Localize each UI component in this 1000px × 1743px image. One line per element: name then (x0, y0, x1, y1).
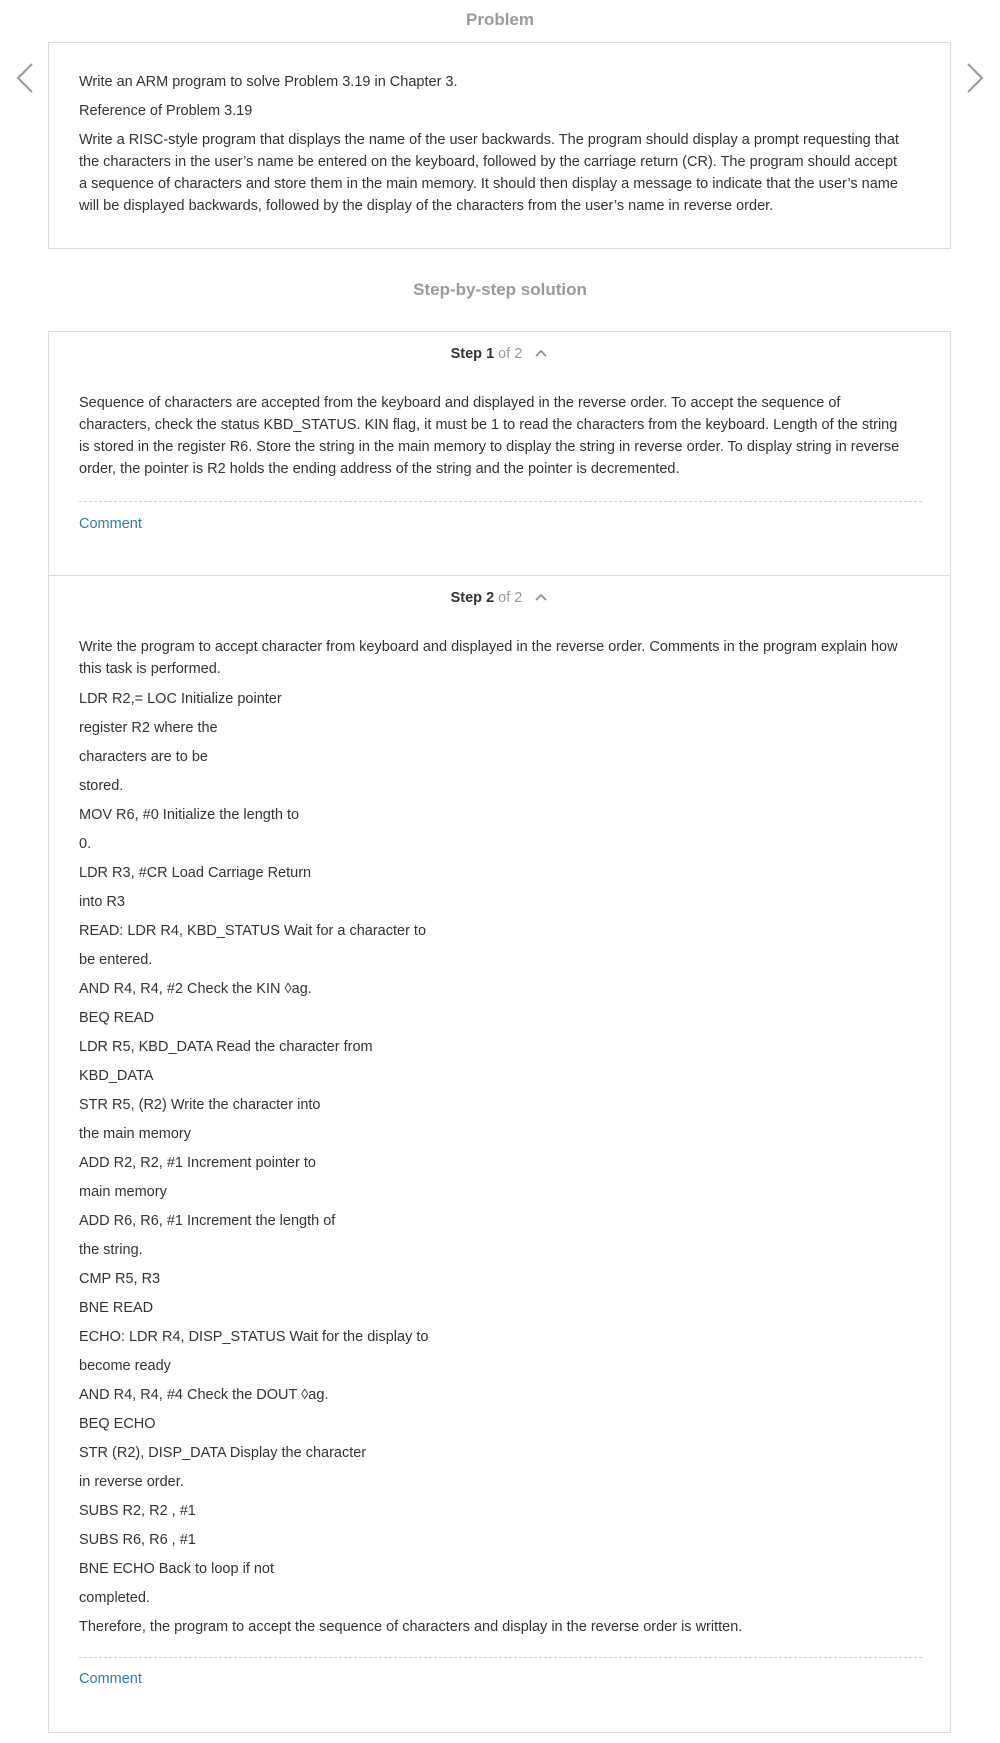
program-code (79, 688, 909, 1616)
code-line: into R3 (79, 894, 125, 910)
code-line: register R2 where the (79, 720, 218, 736)
code-line: main memory (79, 1184, 167, 1200)
code-line: AND R4, R4, #2 Check the KIN ◊ag. (79, 981, 312, 997)
code-line: in reverse order. (79, 1474, 184, 1490)
step-1-label: Step 1 (450, 346, 495, 362)
code-line: be entered. (79, 952, 153, 968)
code-line: SUBS R2, R2 , #1 (79, 1503, 196, 1519)
collapse-caret-icon[interactable] (534, 588, 548, 608)
step-2-card (48, 575, 951, 1733)
step-2-header (49, 588, 950, 608)
collapse-caret-icon[interactable] (534, 344, 548, 364)
prev-button[interactable] (12, 60, 40, 96)
code-line: BNE ECHO Back to loop if not (79, 1561, 275, 1577)
step-2-divider (79, 1657, 922, 1658)
code-line: MOV R6, #0 Initialize the length to (79, 807, 300, 823)
code-line: LDR R2,= LOC Initialize pointer (79, 691, 282, 707)
solution-title: Step-by-step solution (413, 280, 587, 299)
problem-statement: Write an ARM program to solve Problem 3.19 in Chapter 3. (79, 74, 458, 90)
step-1-text: Sequence of characters are accepted from the keyboard and displayed in the reverse order. To accept the sequence of characters, check the status KBD_STATUS. KIN flag, it must be 1 to read the characters from the keyboard. Length of the string is stored in the register R6. Store the string in the main memory to display the string in reverse order. To display string in reverse order, the pointer is R2 holds the ending address of the string and the pointer is decremented. (79, 395, 900, 477)
code-line: STR R5, (R2) Write the character into (79, 1097, 321, 1113)
code-line: BEQ ECHO (79, 1416, 156, 1432)
code-line: completed. (79, 1590, 150, 1606)
step-1-header (49, 344, 950, 364)
chevron-left-icon (12, 60, 40, 96)
step-2-conclusion: Therefore, the program to accept the sequence of characters and display in the reverse order is written. (79, 1619, 743, 1635)
step-1-comment-link[interactable]: Comment (79, 516, 142, 532)
step-1-card (48, 331, 951, 576)
code-line: STR (R2), DISP_DATA Display the character (79, 1445, 367, 1461)
code-line: become ready (79, 1358, 171, 1374)
code-line: the string. (79, 1242, 143, 1258)
problem-reference: Reference of Problem 3.19 (79, 103, 253, 119)
code-line: AND R4, R4, #4 Check the DOUT ◊ag. (79, 1387, 329, 1403)
code-line: ADD R2, R2, #1 Increment pointer to (79, 1155, 316, 1171)
step-2-intro: Write the program to accept character from keyboard and displayed in the reverse order. Comments in the program explain how this task is performed. (79, 639, 898, 677)
chevron-right-icon (960, 60, 988, 96)
problem-card (48, 42, 951, 249)
code-line: BEQ READ (79, 1010, 154, 1026)
step-2-label: Step 2 (450, 590, 495, 606)
code-line: 0. (79, 836, 92, 852)
code-line: ADD R6, R6, #1 Increment the length of (79, 1213, 336, 1229)
problem-title: Problem (465, 10, 535, 29)
code-line: the main memory (79, 1126, 192, 1142)
code-line: BNE READ (79, 1300, 154, 1316)
code-line: CMP R5, R3 (79, 1271, 161, 1287)
code-line: characters are to be (79, 749, 208, 765)
code-line: stored. (79, 778, 124, 794)
code-line: LDR R5, KBD_DATA Read the character from (79, 1039, 373, 1055)
step-1-of: of 2 (498, 346, 523, 362)
code-line: SUBS R6, R6 , #1 (79, 1532, 196, 1548)
code-line: READ: LDR R4, KBD_STATUS Wait for a character to (79, 923, 427, 939)
code-line: ECHO: LDR R4, DISP_STATUS Wait for the display to (79, 1329, 429, 1345)
next-button[interactable] (960, 60, 988, 96)
step-2-of: of 2 (498, 590, 523, 606)
problem-description: Write a RISC-style program that displays the name of the user backwards. The program should display a prompt requesting that the characters in the user’s name be entered on the keyboard, followed by the carriage return (CR). The program should accept a sequence of characters and store them in the main memory. It should then display a message to indicate that the user’s name will be displayed backwards, followed by the display of the characters from the user’s name in reverse order. (79, 132, 899, 214)
step-2-comment-link[interactable]: Comment (79, 1671, 142, 1687)
code-line: LDR R3, #CR Load Carriage Return (79, 865, 312, 881)
code-line: KBD_DATA (79, 1068, 154, 1084)
step-1-divider (79, 501, 922, 502)
